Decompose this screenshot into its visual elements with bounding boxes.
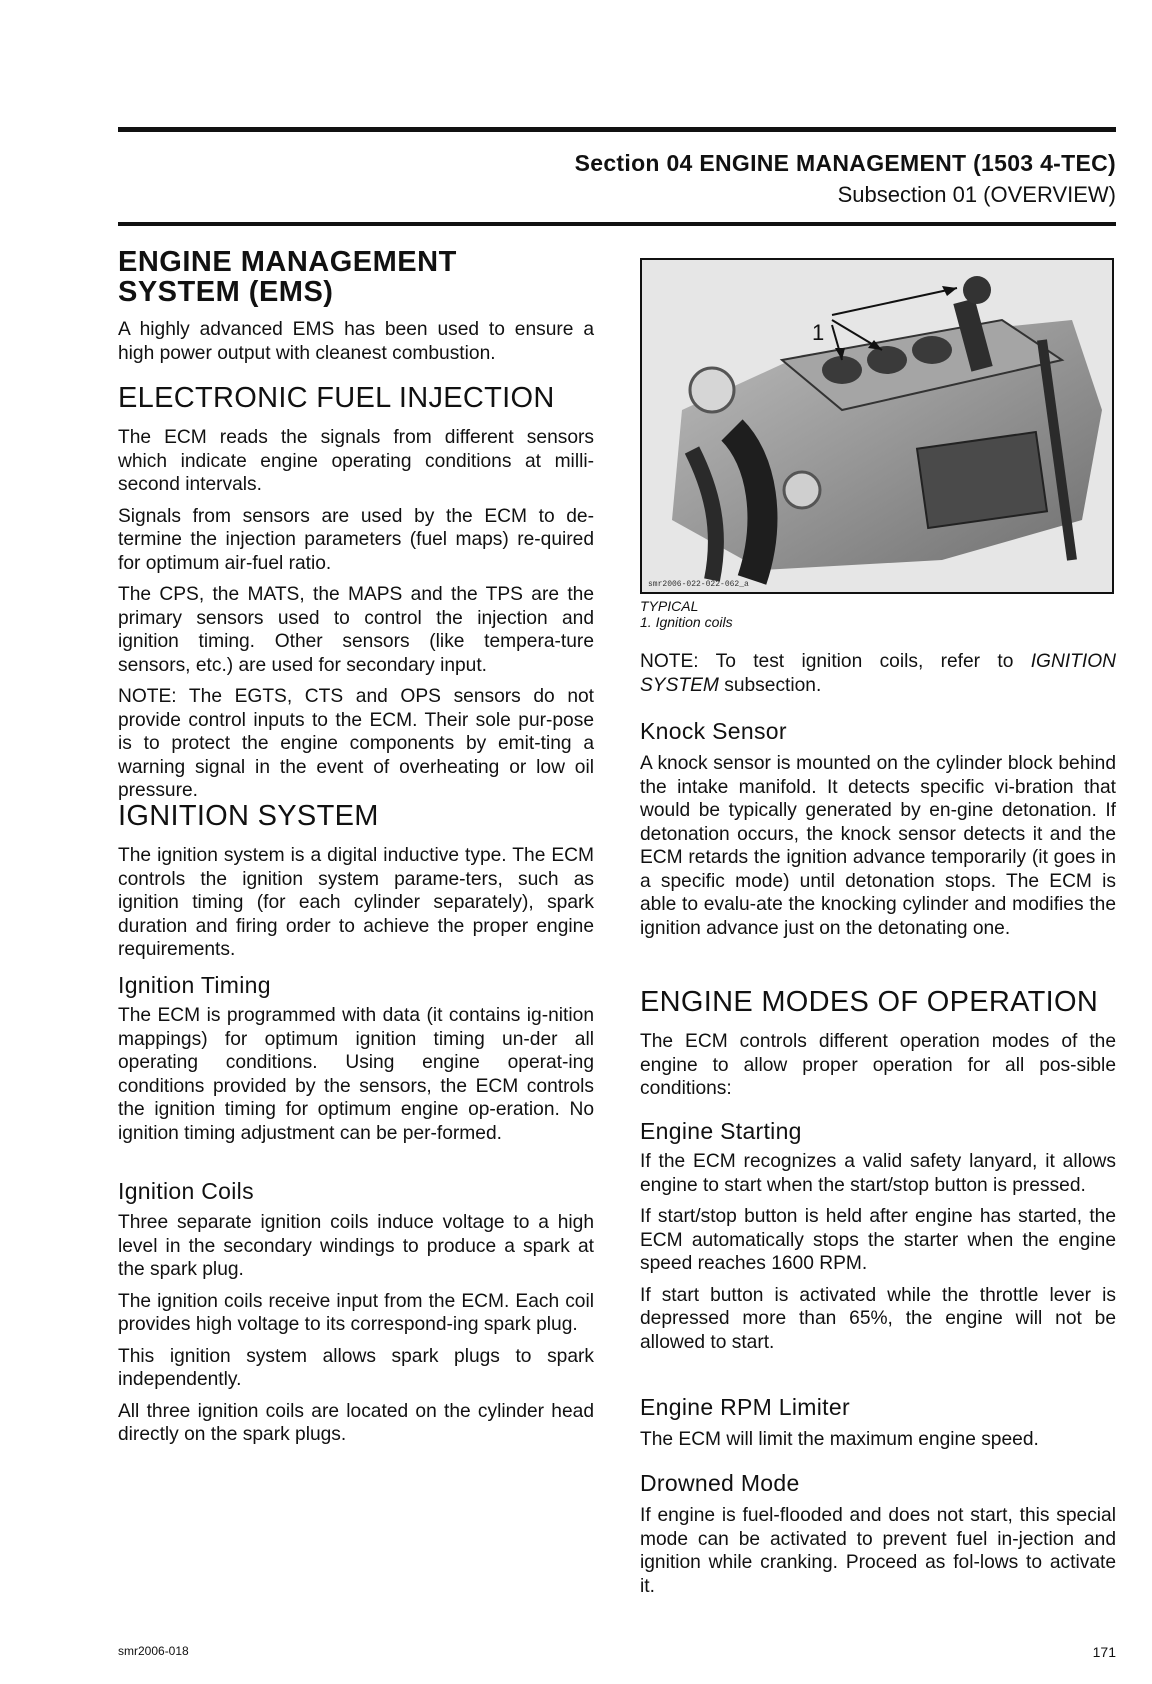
drowned-mode-heading: Drowned Mode bbox=[640, 1470, 800, 1496]
ignition-system-body bbox=[118, 844, 594, 962]
note-text: The EGTS, CTS and OPS sensors do not provide control inputs to the ECM. Their sole pur-pose is to protect the engine components by emit-ting a warning signal in the event of overheating or low oil pressure. bbox=[118, 686, 595, 801]
figure-callout-1: 1 bbox=[812, 320, 825, 345]
engine-illustration bbox=[642, 260, 1112, 592]
engine-modes-heading: ENGINE MODES OF OPERATION bbox=[640, 986, 1099, 1018]
starting-paragraph-3: If start button is activated while the throttle lever is depressed more than 65%, the engine will not be allowed to start. bbox=[640, 1284, 1116, 1353]
efi-note bbox=[118, 685, 594, 803]
header-rule-bottom bbox=[118, 222, 1116, 226]
starting-paragraph-2: If start/stop button is held after engine has started, the ECM automatically stops the starter when the engine speed reaches 1600 RPM. bbox=[640, 1206, 1116, 1274]
rpm-paragraph: The ECM will limit the maximum engine speed. bbox=[640, 1429, 1039, 1450]
figure-id: smr2006-022-022-062_a bbox=[648, 580, 749, 589]
ems-heading-line1: ENGINE MANAGEMENT bbox=[118, 246, 457, 278]
rpm-limiter-heading: Engine RPM Limiter bbox=[640, 1394, 850, 1420]
efi-heading: ELECTRONIC FUEL INJECTION bbox=[118, 382, 555, 414]
efi-body bbox=[118, 426, 594, 803]
footer-code: smr2006-018 bbox=[118, 1644, 189, 1658]
ignition-coils-body bbox=[118, 1211, 594, 1447]
page-number: 171 bbox=[1092, 1644, 1116, 1660]
ignition-paragraph-1: The ignition system is a digital inductive type. The ECM controls the ignition system parame-ters, such as ignition timing (for each cylinder separately), spark duration and firing order to achieve the proper engine requirements. bbox=[118, 845, 594, 960]
coil-test-note bbox=[640, 650, 1116, 697]
engine-starting-body bbox=[640, 1150, 1116, 1354]
ems-intro bbox=[118, 318, 594, 365]
efi-paragraph-1: The ECM reads the signals from different sensors which indicate engine operating conditions at milli-second intervals. bbox=[118, 427, 594, 495]
engine-photo bbox=[640, 258, 1114, 594]
timing-paragraph: The ECM is programmed with data (it contains ig-nition mappings) for optimum ignition timing un-der all operating conditions. Using engine operat-ing conditions provided by the sensors, the ECM controls the ignition timing for optimum engine op-eration. No ignition timing adjustment can be per-formed. bbox=[118, 1005, 594, 1144]
engine-starting-heading: Engine Starting bbox=[640, 1118, 802, 1144]
ems-heading-line2: SYSTEM (EMS) bbox=[118, 276, 334, 308]
modes-paragraph: The ECM controls different operation modes of the engine to allow proper operation for all pos-sible conditions: bbox=[640, 1031, 1116, 1099]
efi-paragraph-2: Signals from sensors are used by the ECM to de-termine the injection parameters (fuel maps) re-quired for optimum air-fuel ratio. bbox=[118, 505, 594, 574]
engine-modes-body bbox=[640, 1030, 1116, 1101]
note-tail: subsection. bbox=[724, 674, 822, 696]
ems-paragraph: A highly advanced EMS has been used to ensure a high power output with cleanest combustion. bbox=[118, 319, 594, 364]
ignition-timing-heading: Ignition Timing bbox=[118, 972, 271, 998]
knock-paragraph: A knock sensor is mounted on the cylinder block behind the intake manifold. It detects specific vi-bration that would be typically generated by en-gine detonation. If detonation occurs, the knock sensor detects it and the ECM retards the ignition advance temporarily (it goes in a specific mode) until detonation stops. The ECM is able to evalu-ate the knocking cylinder and modifies the ignition advance just on the detonating one. bbox=[640, 753, 1116, 939]
knock-sensor-body bbox=[640, 752, 1116, 940]
drowned-mode-body bbox=[640, 1504, 1116, 1598]
section-title: Section 04 ENGINE MANAGEMENT (1503 4-TEC) bbox=[574, 150, 1116, 176]
figure-caption-title: TYPICAL bbox=[640, 598, 699, 614]
coils-paragraph-4: All three ignition coils are located on the cylinder head directly on the spark plugs. bbox=[118, 1400, 594, 1445]
rpm-limiter-body bbox=[640, 1428, 1116, 1452]
note-label: NOTE: bbox=[118, 686, 177, 707]
ignition-timing-body bbox=[118, 1004, 594, 1145]
efi-paragraph-3: The CPS, the MATS, the MAPS and the TPS are the primary sensors used to control the injection and ignition timing. Other sensors (like tempera-ture sensors, etc.) are used for secondary input. bbox=[118, 584, 594, 676]
header-rule-top bbox=[118, 127, 1116, 132]
ignition-system-heading: IGNITION SYSTEM bbox=[118, 800, 379, 832]
ignition-coils-heading: Ignition Coils bbox=[118, 1178, 254, 1204]
note-label: NOTE: bbox=[640, 651, 699, 672]
coils-paragraph-1: Three separate ignition coils induce voltage to a high level in the secondary windings to produce a spark at the spark plug. bbox=[118, 1212, 594, 1280]
note-paragraph bbox=[640, 650, 1116, 697]
subsection-title: Subsection 01 (OVERVIEW) bbox=[837, 182, 1116, 207]
figure-caption-item: 1. Ignition coils bbox=[640, 614, 733, 630]
knock-sensor-heading: Knock Sensor bbox=[640, 718, 787, 744]
note-text: To test ignition coils, refer to bbox=[715, 651, 1014, 672]
note-reference: IGNITION SYSTEM bbox=[640, 651, 1116, 696]
coils-paragraph-3: This ignition system allows spark plugs to spark independently. bbox=[118, 1345, 594, 1390]
coils-paragraph-2: The ignition coils receive input from the ECM. Each coil provides high voltage to its correspond-ing spark plug. bbox=[118, 1290, 594, 1335]
starting-paragraph-1: If the ECM recognizes a valid safety lanyard, it allows engine to start when the start/stop button is pressed. bbox=[640, 1151, 1116, 1196]
drowned-paragraph: If engine is fuel-flooded and does not start, this special mode can be activated to prevent fuel in-jection and ignition while cranking. Proceed as fol-lows to activate it. bbox=[640, 1505, 1116, 1597]
